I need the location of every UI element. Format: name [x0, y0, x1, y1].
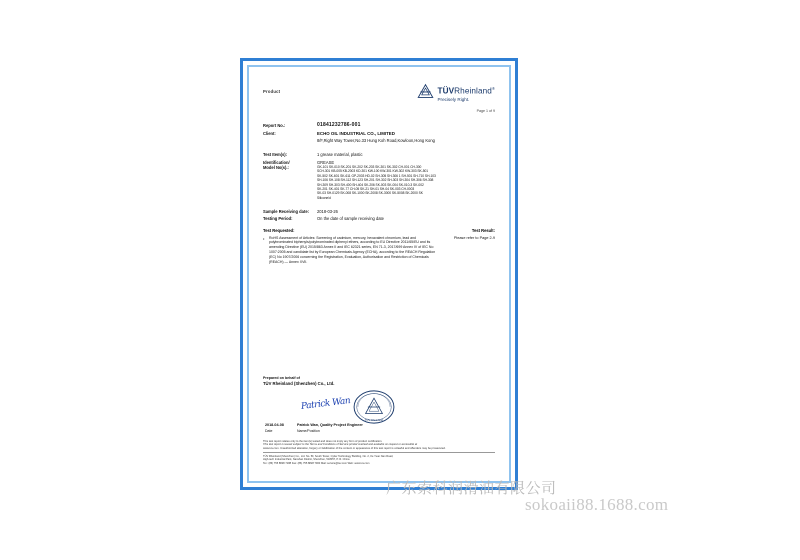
svg-text:TÜV Rheinland: TÜV Rheinland	[364, 419, 384, 423]
model-line: Silicone/d	[317, 195, 331, 200]
handwritten-signature: Patrick Wan	[300, 396, 351, 412]
field-value-client-address: 8/F,Right Way Tower,No.33 Hung Koh Road,Kowloon,Hong Kong	[317, 138, 435, 144]
logo-brand-bold: TÜV	[437, 86, 455, 96]
company-stamp-icon	[351, 389, 397, 425]
logo-brand	[437, 84, 495, 96]
tuv-rheinland-logo	[417, 83, 495, 103]
field-value-report-no: 01841232786-001	[317, 122, 361, 128]
field-identification	[261, 160, 497, 200]
logo-wordmark	[437, 83, 495, 103]
field-value-grade: GREASE	[317, 159, 335, 165]
footer-address-line1: TÜV Rheinland (Shenzhen) Co., Ltd. No. 5F, South Tower, Cyber Technology Building, No. 2, Ke Yuan Nan Road,	[263, 455, 394, 459]
model-line: SH-106 SH-108 SH-112 SH-123 SH-201 SH-302 SH-303 SH-304 SH-306 SH-308	[317, 178, 434, 183]
signature-date: 2018-04-08	[265, 423, 284, 427]
model-number-list	[317, 165, 497, 200]
footer-divider	[263, 452, 495, 453]
field-value-test-items: 1 grease material, plastic	[317, 152, 363, 158]
field-test-items	[261, 152, 497, 157]
field-label-client: Client:	[263, 130, 276, 136]
footer-address-line2: High-tech Industrial Park, Nanshan District, Shenzhen, 518057, P. R. China	[263, 458, 350, 462]
field-value-identification-block	[317, 160, 497, 200]
page-number: Page 1 of 9	[476, 109, 495, 113]
field-label-identification	[261, 160, 317, 200]
watermark-chinese: 广东索科润滑油有限公司	[386, 479, 557, 497]
test-result-reference: Please refer to Page 2-9	[453, 235, 495, 240]
field-value-sample-receiving-date: 2018-03-26	[317, 208, 338, 214]
bullet-icon: •	[263, 235, 265, 241]
field-label-test-items: Test Item(s):	[263, 152, 288, 158]
field-client	[261, 131, 497, 136]
prepared-on-behalf-label: Prepared on behalf of	[263, 376, 300, 380]
model-line: GK-101 SK-010 SK-201 SK-202 SK-203 SK-301 SK-302 CH-001 CH-300	[317, 165, 422, 170]
model-line: SK-201 SK-401 SK-77 CH-05 SK-21 SH-01 SH-04 SK-003 CH-0003	[317, 187, 415, 192]
field-label-blank	[261, 138, 317, 143]
field-value-testing-period: On the date of sample receiving date	[317, 216, 384, 222]
field-label-testing-period: Testing Period:	[263, 216, 293, 222]
field-value-client-name: ECHO OIL INDUSTRIAL CO., LIMITED	[317, 130, 395, 136]
watermark-url: sokoaii88.1688.com	[525, 495, 669, 514]
footer-disclaimer-line1: This test report relates only to the item(s) tested and does not imply any form of product certification.	[263, 439, 383, 443]
footer-contact-line: Tel.: (86) 755 8828 7188 Fax: (86) 755 8828 7000 Mail: service@tuv.com Web: www.tuv.com	[263, 461, 370, 465]
field-client-address	[261, 138, 497, 143]
model-line: SCH-301 KB-005 KB-2003 KD-301 KW-100 KW-301 KW-302 KW-303 SK-501	[317, 169, 429, 174]
document-header	[261, 79, 497, 123]
field-sample-receiving-date	[261, 209, 497, 214]
field-label-test-requested: Test Requested:	[263, 227, 295, 233]
field-testing-period	[261, 216, 497, 221]
signature-date-caption: Date	[265, 429, 273, 433]
model-line: SH-309 SH-303 SH-400 SH-404 SK-206 SK-003 SK-004 SK-010-3 SK-002	[317, 182, 424, 187]
test-requested-header	[261, 228, 497, 233]
field-label-report-no: Report No.:	[263, 123, 286, 128]
signatory-role-caption: Name/Position	[297, 429, 320, 433]
model-line: SK-502 SK-601 SK-611 GP-2003 HD-02 SH-305 SH-306 1 SH-501 SH-710 SH-103	[317, 173, 436, 178]
logo-tagline: Precisely Right.	[437, 96, 470, 102]
field-label-sample-receiving-date: Sample Receiving date:	[263, 208, 309, 214]
document-page	[261, 79, 497, 469]
product-label: Product	[263, 89, 281, 94]
signatory-name: Patrick Wan, Quality Project Engineer	[297, 423, 363, 427]
field-report-no	[261, 123, 497, 128]
test-requested-text: RoHS Assessment of Articles: Screening of cadmium, mercury, hexavalent chromium, lead and polybrominated biphenyls/polybrominated diphenyl ethers, according to EU Directive 2011/65/EU and its amending Directive (EU) 2015/863 Annex II and IEC 62321 series, EN 71-3, 2017/699 Annex IV of IEC No 1007:2005 and candidate list by European Chemicals Agency (ECHA), according to the REACH Regulation (EC) No 1907/2006 concerning the Registration, Evaluation, Authorisation and Restriction of Chemicals (REACH) — Annex XVII.	[269, 235, 436, 264]
footer-disclaimer-line2: This test report is issued subject to the Terms and Conditions of Service printed overleaf and available on request or accessible at	[263, 443, 418, 447]
model-line: SK-03 SH-0129 SK-008 SK-1000 SK-2008 SK-3000 SK-5008 SK-2000 SK	[317, 191, 423, 196]
registered-mark-icon: ®	[491, 86, 495, 91]
field-label-identification-line1: Identification/	[263, 159, 290, 165]
test-requested-body	[261, 236, 497, 265]
logo-brand-rest: Rheinland	[454, 86, 492, 96]
certificate-frame-inner-border	[247, 65, 511, 483]
signing-company: TÜV Rheinland (Shenzhen) Co., Ltd.	[263, 381, 335, 386]
signature-block	[263, 376, 495, 433]
document-footer	[263, 440, 495, 465]
field-label-model-no: Model No(s).:	[263, 165, 289, 171]
footer-disclaimer-line3: www.tuv.com. Unauthorized alteration, forgery or falsification of the content or appearance of this test report is unlawful and offenders may be prosecuted.	[263, 446, 446, 450]
certificate-frame	[240, 58, 518, 490]
signature-area	[263, 389, 495, 425]
tuv-triangle-icon	[417, 83, 434, 100]
field-label-test-result: Test Result:	[471, 227, 495, 233]
